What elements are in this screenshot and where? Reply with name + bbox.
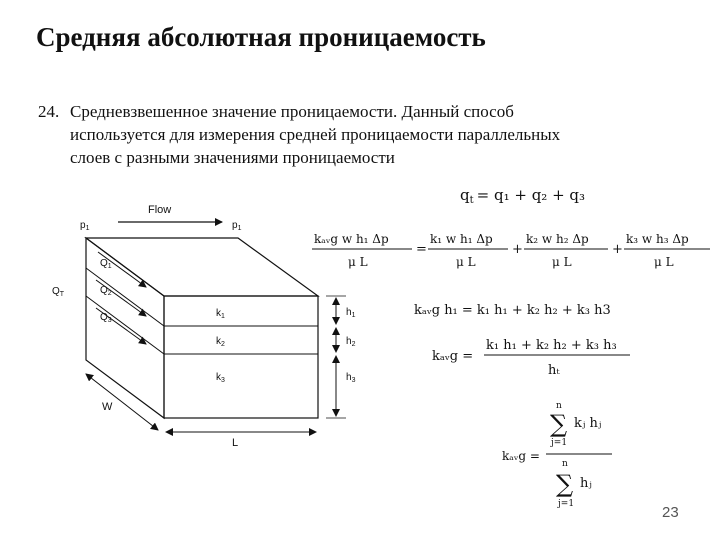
eq1: $q_t = q_1 + q_2 + q_3$: [460, 186, 586, 206]
page-number: 23: [662, 504, 679, 521]
eq5-num-top: n: [556, 401, 562, 411]
eq2-frac1-num: kₐᵥg w h₁ Δp: [314, 232, 389, 246]
item-line-1: Средневзвешенное значение проницаемости. Данный способ: [70, 102, 514, 121]
qt-label: $Q_T$: [52, 286, 65, 298]
eq2-frac2-den: μ L: [456, 255, 476, 269]
eq2-frac1-den: μ L: [348, 255, 368, 269]
q2-label: $Q_2$: [100, 285, 112, 297]
eq5-lhs: kₐᵥg =: [502, 449, 540, 463]
item-line-3: слоев с разными значениями проницаемости: [70, 148, 395, 167]
eq5-den-bottom: j=1: [558, 499, 575, 509]
eq5-num-term: kⱼ hⱼ: [574, 416, 602, 431]
eq2-equals: =: [416, 242, 427, 257]
block-top-face: [86, 238, 318, 296]
eq2-frac4-num: k₃ w h₃ Δp: [626, 232, 689, 246]
layer-boundary-1-side: [86, 268, 164, 326]
eq2-frac4-den: μ L: [654, 255, 674, 269]
eq2-frac3-den: μ L: [552, 255, 572, 269]
q1-label: $Q_1$: [100, 258, 112, 270]
h3-label: $h_3$: [346, 372, 356, 384]
p1-right-label: $p_1$: [232, 220, 242, 232]
length-label: L: [232, 437, 239, 449]
block-front-face: [164, 296, 318, 418]
eq5-den-top: n: [562, 459, 568, 469]
block-left-face: [86, 238, 164, 418]
k2-label: $k_2$: [216, 336, 225, 348]
eq4-num: k₁ h₁ + k₂ h₂ + k₃ h₃: [486, 338, 617, 353]
eq5-num-bottom: j=1: [551, 438, 568, 448]
width-dimension: [86, 374, 158, 430]
h1-label: $h_1$: [346, 307, 356, 319]
layered-block-diagram: [52, 204, 356, 449]
eq2-frac2-num: k₁ w h₁ Δp: [430, 232, 493, 246]
eq5-num-sigma: ∑: [550, 410, 568, 438]
width-label: W: [102, 401, 113, 413]
formula-block: [312, 186, 710, 509]
p1-left-label: $p_1$: [80, 220, 90, 232]
item-line-2: используется для измерения средней проницаемости параллельных: [70, 125, 561, 144]
eq2-frac3-num: k₂ w h₂ Δp: [526, 232, 589, 246]
k1-label: $k_1$: [216, 308, 225, 320]
slide-title: Средняя абсолютная проницаемость: [36, 22, 486, 52]
eq5-den-sigma: ∑: [556, 470, 574, 498]
h2-label: $h_2$: [346, 336, 356, 348]
k3-label: $k_3$: [216, 372, 225, 384]
eq2-plus-1: +: [512, 242, 523, 257]
layer-boundary-2-side: [86, 296, 164, 354]
flow-label: Flow: [148, 204, 172, 216]
eq2-plus-2: +: [612, 242, 623, 257]
eq4-lhs: kₐᵥg =: [432, 349, 474, 364]
eq4-den: hₜ: [548, 363, 560, 378]
item-number: 24.: [38, 102, 60, 121]
eq3: kₐᵥg h₁ = k₁ h₁ + k₂ h₂ + k₃ h3: [414, 303, 611, 318]
q3-label: $Q_3$: [100, 312, 112, 324]
eq5-den-term: hⱼ: [580, 476, 592, 491]
